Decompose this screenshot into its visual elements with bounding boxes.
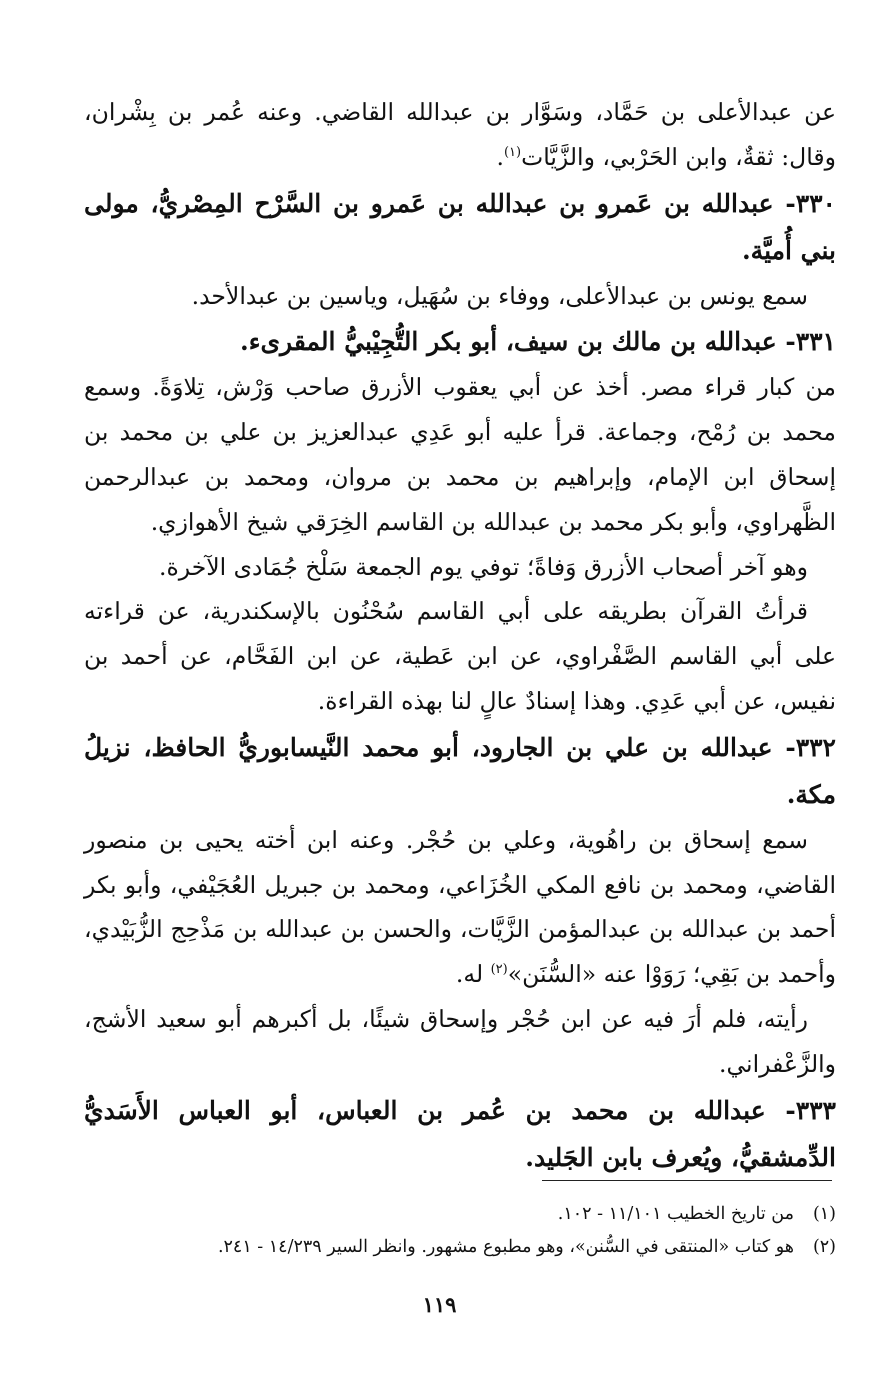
paragraph-end: .	[496, 142, 504, 171]
entry-heading-333: ٣٣٣- عبدالله بن محمد بن عُمر بن العباس، أبو العباس الأَسَديُّ الدِّمشقيُّ، ويُعرف بابن الجَليد.	[84, 1095, 836, 1172]
footnote-1	[84, 1198, 836, 1231]
footnote-divider	[542, 1180, 832, 1181]
paragraph: من كبار قراء مصر. أخذ عن أبي يعقوب الأزرق صاحب وَرْش، تِلاوَةً. وسمع محمد بن رُمْح، وجماعة. قرأ عليه أبو عَدِي عبدالعزيز بن علي بن محمد بن إسحاق ابن الإمام، وإبراهيم بن محمد بن مروان، ومحمد بن عبدالرحمن الظَّهراوي، وأبو بكر محمد بن عبدالله بن القاسم الخِرَقي شيخ الأهوازي.	[84, 373, 836, 536]
footnotes	[84, 1198, 836, 1264]
paragraph-text: سمع إسحاق بن راهُوية، وعلي بن حُجْر. وعنه ابن أخته يحيى بن منصور القاضي، ومحمد بن نافع المكي الخُزَاعي، ومحمد بن جبريل العُجَيْفي، وأبو بكر أحمد بن عبدالله بن عبدالمؤمن الزَّيَّات، والحسن بن عبدالله بن مَذْحِج الزُّبَيْدي، وأحمد بن بَقِي؛ رَوَوْا عنه «السُّنَن»	[84, 825, 836, 989]
paragraph: سمع يونس بن عبدالأعلى، ووفاء بن سُهَيل، وياسين بن عبدالأحد.	[191, 281, 808, 310]
paragraph: قرأتُ القرآن بطريقه على أبي القاسم سُحْنُون بالإسكندرية، عن قراءته على أبي القاسم الصَّفْراوي، عن ابن عَطية، عن ابن الفَحَّام، عن أحمد بن نفيس، عن أبي عَدِي. وهذا إسنادٌ عالٍ لنا بهذه القراءة.	[84, 597, 836, 715]
paragraph: وهو آخر أصحاب الأزرق وَفاةً؛ توفي يوم الجمعة سَلْخ جُمَادى الآخرة.	[158, 552, 808, 581]
entry-heading-332: ٣٣٢- عبدالله بن علي بن الجارود، أبو محمد النَّيسابوريُّ الحافظ، نزيلُ مكة.	[84, 732, 836, 809]
footnote-2	[84, 1231, 836, 1264]
footnote-reference[interactable]: (١)	[503, 144, 522, 160]
paragraph: رأيته، فلم أرَ فيه عن ابن حُجْر وإسحاق شيئًا، بل أكبرهم أبو سعيد الأشج، والزَّعْفراني.	[84, 1004, 836, 1078]
entry-heading-330: ٣٣٠- عبدالله بن عَمرو بن عبدالله بن عَمرو بن السَّرْح المِصْريُّ، مولى بني أُميَّة.	[84, 188, 836, 265]
footnote-reference[interactable]: (٢)	[490, 962, 508, 978]
footnote-text: هو كتاب «المنتقى في السُّنن»، وهو مطبوع مشهور. وانظر السير ١٤/٢٣٩ - ٢٤١.	[217, 1237, 794, 1257]
paragraph	[84, 818, 836, 997]
footnote-mark: (٢)	[812, 1237, 836, 1257]
footnote-text: من تاريخ الخطيب ١١/١٠١ - ١٠٢.	[557, 1204, 794, 1224]
entry-heading-331: ٣٣١- عبدالله بن مالك بن سيف، أبو بكر التُّجِيْبيُّ المقرىء.	[240, 327, 836, 357]
footnote-mark: (١)	[812, 1204, 836, 1224]
paragraph-text: عن عبدالأعلى بن حَمَّاد، وسَوَّار بن عبدالله القاضي. وعنه عُمر بن بِشْران، وقال: ثقةٌ، وابن الحَرْبي، والزَّيَّات	[84, 98, 836, 171]
page-number: ١١٩	[422, 1292, 457, 1317]
paragraph	[84, 90, 836, 180]
page-body	[84, 90, 836, 1181]
paragraph-end: له.	[455, 960, 491, 989]
